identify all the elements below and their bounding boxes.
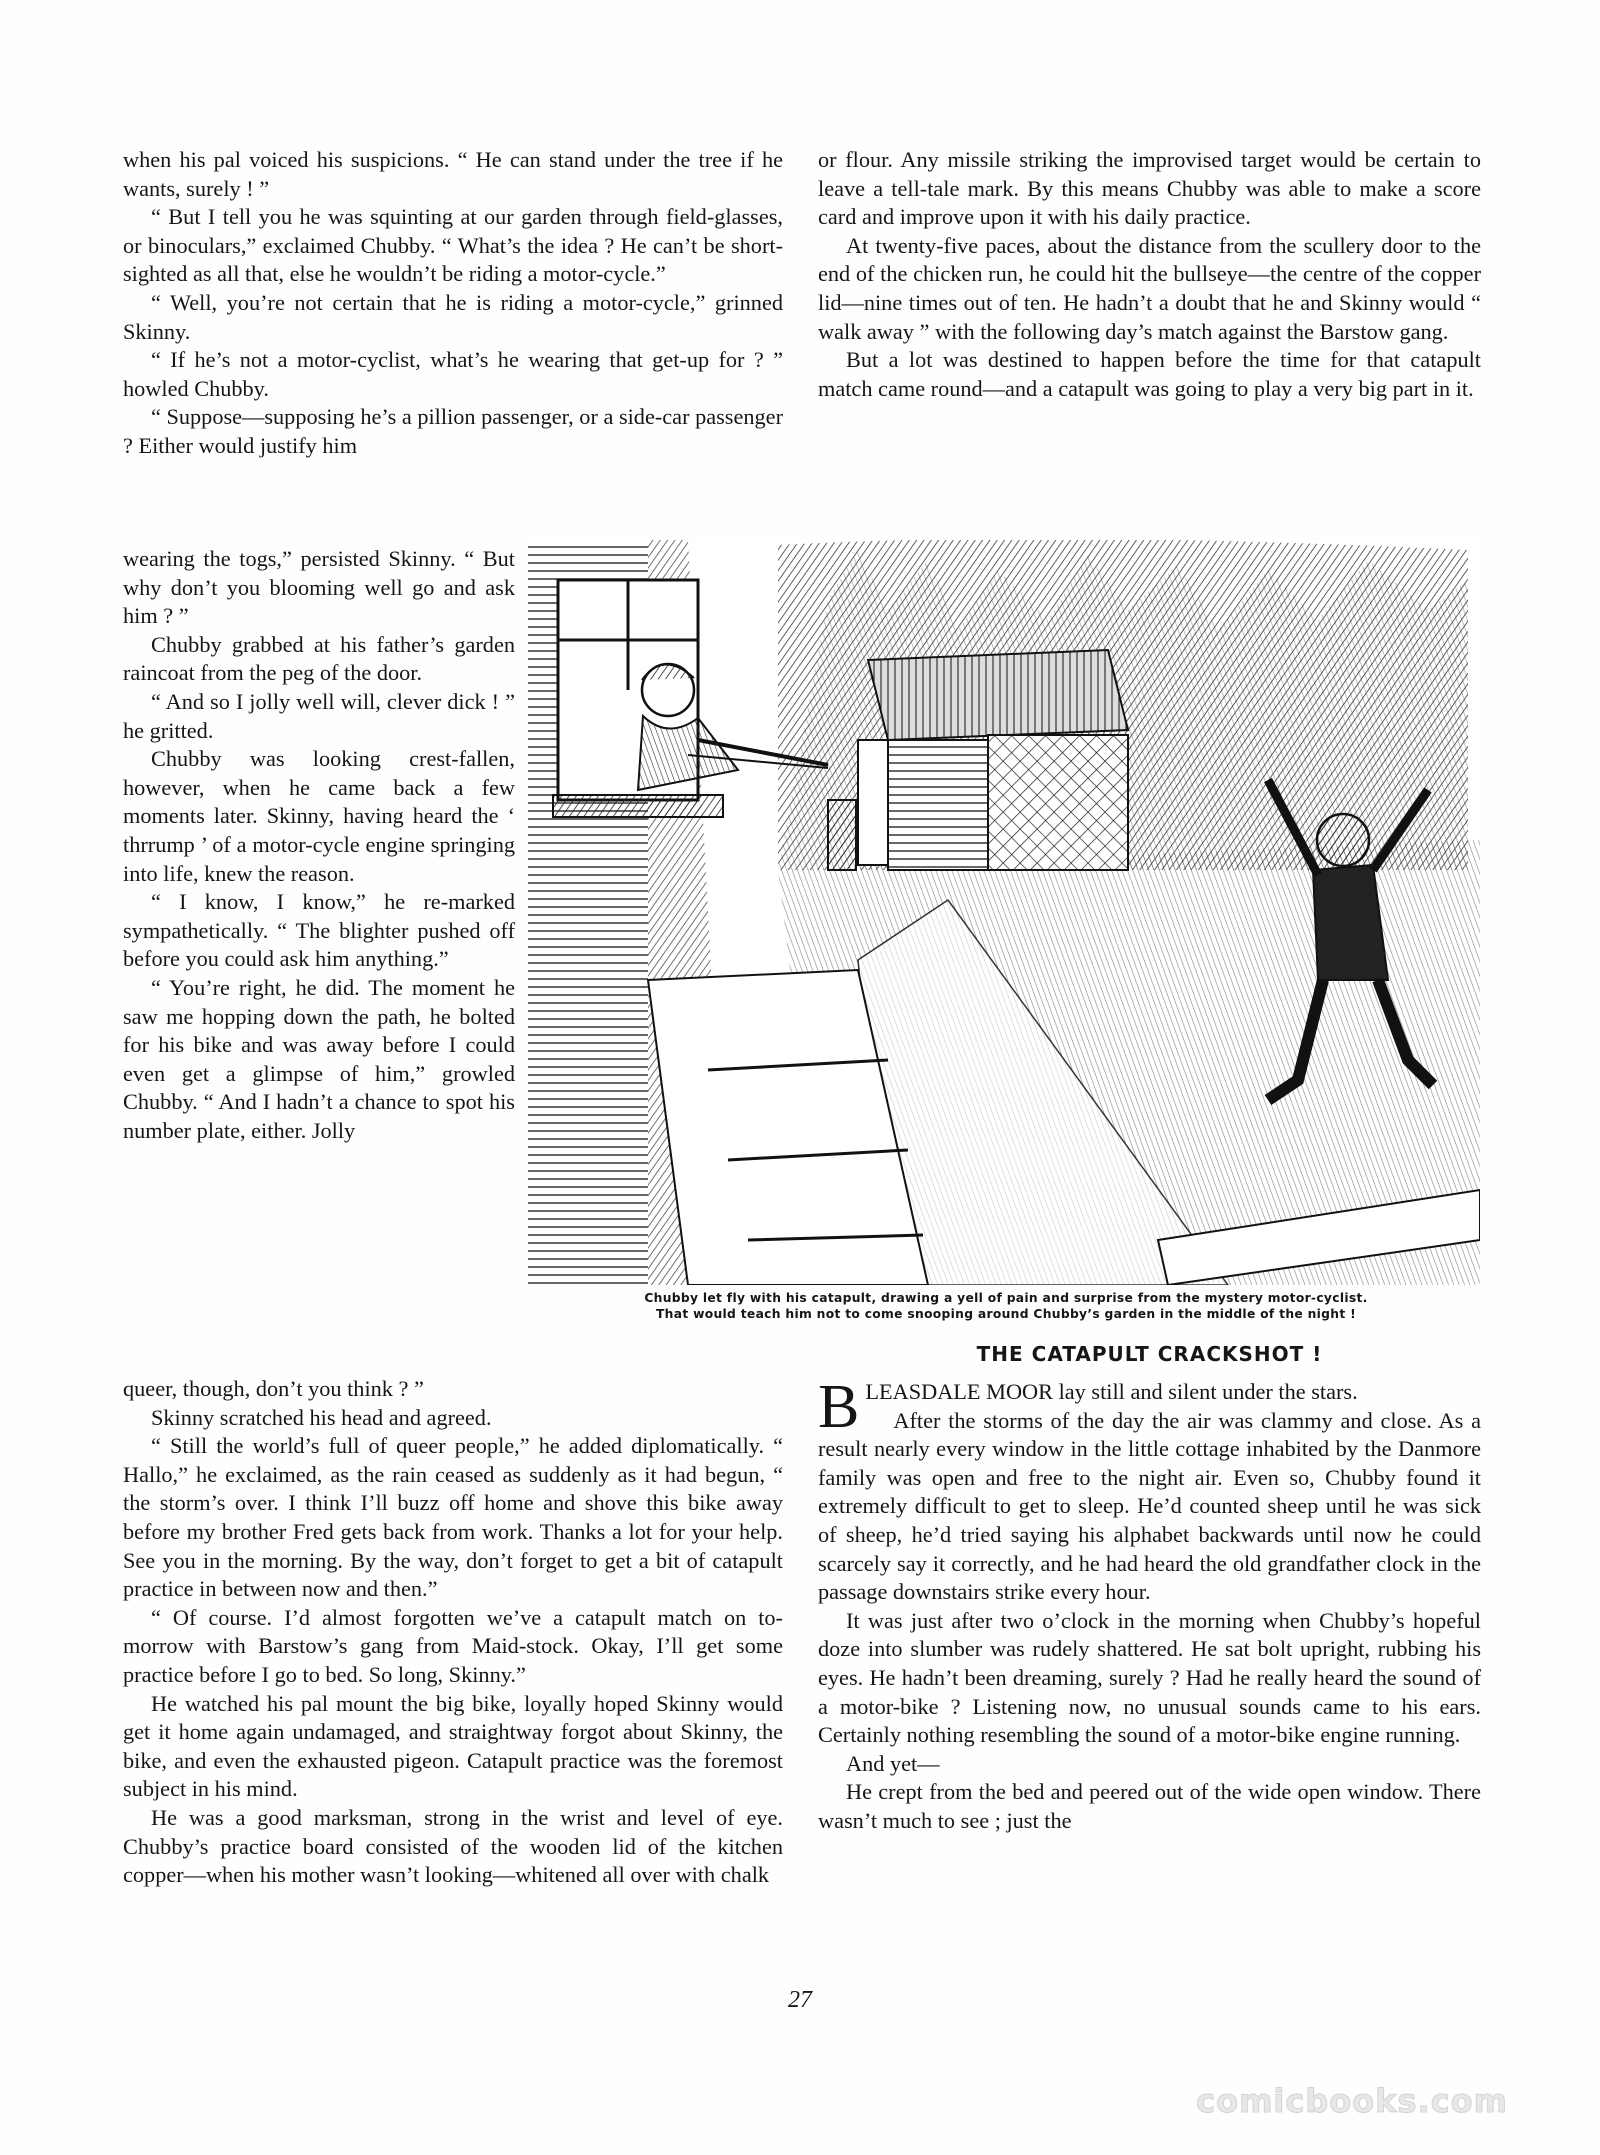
paragraph: And yet—	[846, 1750, 940, 1776]
paragraph: At twenty-five paces, about the distance from the scullery door to the end of the chicken run, he could hit the bullseye—the centre of the copper lid—nine times out of ten. He hadn’t a doubt that he and Skinny would “ walk away ” with the following day’s match against the Barstow gang.	[818, 232, 1481, 344]
paragraph: He was a good marksman, strong in the wrist and level of eye. Chubby’s practice board consisted of the wooden lid of the kitchen copper—when his mother wasn’t looking—whitened all over with chalk	[123, 1804, 783, 1888]
caption-line: That would teach him not to come snooping around Chubby’s garden in the middle of the night !	[655, 1307, 1356, 1321]
opening-text: LEASDALE MOOR lay still and silent under the stars.	[865, 1379, 1358, 1404]
right-column-bottom	[818, 1373, 1481, 1836]
paragraph: “ I know, I know,” he re-marked sympathetically. “ The blighter pushed off before you could ask him anything.”	[123, 889, 515, 972]
paragraph: when his pal voiced his suspicions. “ He can stand under the tree if he wants, surely ! ”	[123, 147, 783, 201]
caption-line: Chubby let fly with his catapult, drawing a yell of pain and surprise from the mystery motor-cyclist.	[644, 1291, 1368, 1305]
paragraph: “ But I tell you he was squinting at our garden through field-glasses, or binoculars,” exclaimed Chubby. “ What’s the idea ? He can’t be short-sighted as all that, else he wouldn’t be riding a motor-cycle.”	[123, 204, 783, 287]
paragraph: “ Well, you’re not certain that he is riding a motor-cycle,” grinned Skinny.	[123, 289, 783, 344]
paragraph: But a lot was destined to happen before the time for that catapult match came round—and a catapult was going to play a very big part in it.	[818, 347, 1481, 401]
chapter-heading: THE CATAPULT CRACKSHOT !	[976, 1342, 1323, 1366]
paragraph: Chubby was looking crest-fallen, however, when he came back a few moments later. Skinny, having heard the ‘ thrrump ’ of a motor-cycle engine springing into life, knew the reason.	[123, 746, 515, 886]
paragraph: “ Of course. I’d almost forgotten we’ve a catapult match on to-morrow with Barstow’s gang from Maid-stock. Okay, I’ll get some practice before I go to bed. So long, Skinny.”	[123, 1604, 783, 1687]
drop-cap: B	[818, 1373, 860, 1441]
paragraph: He watched his pal mount the big bike, loyally hoped Skinny would get it home again undamaged, and straightway forgot about Skinny, the bike, and even the exhausted pigeon. Catapult practice was the foremost subject in his mind.	[123, 1690, 783, 1802]
paragraph: Skinny scratched his head and agreed.	[151, 1404, 492, 1430]
paragraph: After the storms of the day the air was clammy and close. As a result nearly every window in the little cottage inhabited by the Danmore family was open and free to the night air. Even so, Chubby found it extremely difficult to get to sleep. He’d counted sheep until he was sick of sheep, he’d tried saying his alphabet backwards until now he could scarcely say it correctly, and he had heard the old grandfather clock in the passage downstairs strike every hour.	[818, 1407, 1481, 1605]
paragraph: “ If he’s not a motor-cyclist, what’s he wearing that get-up for ? ” howled Chubby.	[123, 347, 783, 401]
left-column-top	[123, 146, 783, 461]
paragraph: “ Still the world’s full of queer people,” he added diplomatically. “ Hallo,” he exclaimed, as the rain ceased as suddenly as it had begun, “ the storm’s over. I think I’ll buzz off home and shove this bike away before my brother Fred gets back from work. Thanks a lot for your help. See you in the morning. By the way, don’t forget to get a bit of catapult practice in between now and then.”	[123, 1433, 783, 1602]
left-column-bottom	[123, 1375, 783, 1890]
watermark: comicbooks.com	[1196, 2082, 1508, 2120]
paragraph: “ You’re right, he did. The moment he saw me hopping down the path, he bolted for his bike and was away before I could even get a glimpse of him,” growled Chubby. “ And I hadn’t a chance to spot his number plate, either. Jolly	[123, 974, 515, 1143]
illustration-caption	[530, 1290, 1482, 1322]
right-column-top	[818, 146, 1481, 403]
paragraph: or flour. Any missile striking the improvised target would be certain to leave a tell-tale mark. By this means Chubby was able to make a score card and improve upon it with his daily practice.	[818, 147, 1481, 230]
paragraph: “ Suppose—supposing he’s a pillion passenger, or a side-car passenger ? Either would justify him	[123, 404, 783, 458]
paragraph: queer, though, don’t you think ? ”	[123, 1376, 424, 1401]
paragraph: wearing the togs,” persisted Skinny. “ But why don’t you blooming well go and ask him ? ”	[123, 546, 515, 629]
paragraph: He crept from the bed and peered out of the wide open window. There wasn’t much to see ; just the	[818, 1779, 1481, 1833]
illustration-drawing	[528, 540, 1480, 1285]
opening-paragraph	[818, 1373, 1481, 1441]
paragraph: “ And so I jolly well will, clever dick ! ” he gritted.	[123, 688, 515, 743]
page-number: 27	[788, 1987, 812, 2013]
left-column-beside-illustration	[123, 545, 515, 1145]
catapult-illustration	[528, 540, 1480, 1285]
paragraph: Chubby grabbed at his father’s garden raincoat from the peg of the door.	[123, 631, 515, 686]
paragraph: It was just after two o’clock in the morning when Chubby’s hopeful doze into slumber was rudely shattered. He sat bolt upright, rubbing his eyes. He hadn’t been dreaming, surely ? Had he really heard the sound of a motor-bike ? Listening now, no unusual sounds came to his ears. Certainly nothing resembling the sound of a motor-bike engine running.	[818, 1607, 1481, 1748]
